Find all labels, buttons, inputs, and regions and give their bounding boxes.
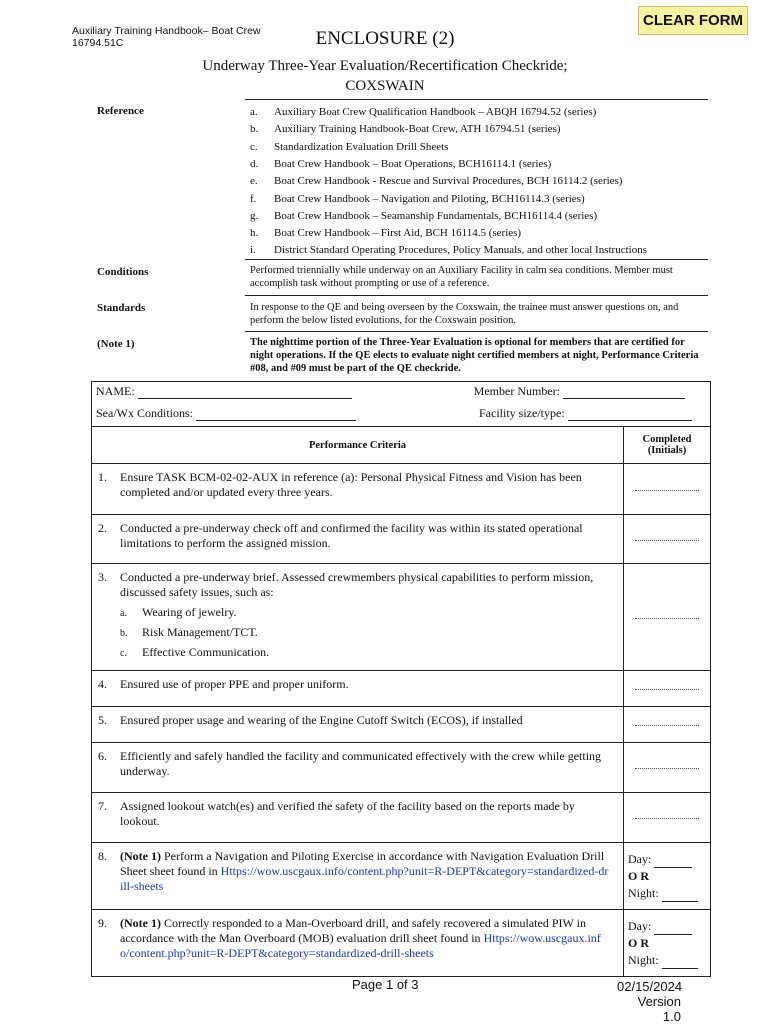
sea-wx-label: Sea/Wx Conditions: xyxy=(96,406,193,420)
reference-item-text: District Standard Operating Procedures, Policy Manuals, and other local Instructions xyxy=(274,244,647,257)
subitem-text: Risk Management/TCT. xyxy=(142,625,258,639)
day-label-row xyxy=(628,851,706,868)
member-number-label: Member Number: xyxy=(473,384,560,398)
enclosure-title: ENCLOSURE (2) xyxy=(315,28,455,49)
criteria-text-cell xyxy=(92,564,624,671)
criteria-text: Conducted a pre-underway brief. Assessed crewmembers physical capabilities to perform mission, discussed safety issues, such as: xyxy=(120,570,594,599)
reference-item-letter: e. xyxy=(250,175,258,188)
reference-item xyxy=(250,244,647,256)
criteria-row xyxy=(92,910,711,977)
handbook-title: Auxiliary Training Handbook– Boat Crew xyxy=(72,25,261,37)
criteria-text: Conducted a pre-underway check off and confirmed the facility was within its stated operational limitations to perform the assigned mission. xyxy=(120,521,583,550)
criteria-body xyxy=(120,521,610,551)
criteria-subitem xyxy=(120,643,610,663)
form-row-conditions xyxy=(92,404,711,427)
initials-field[interactable] xyxy=(635,715,699,726)
criteria-row xyxy=(92,843,711,910)
performance-criteria-header: Performance Criteria xyxy=(92,427,624,464)
reference-item-letter: c. xyxy=(250,140,258,153)
reference-item-text: Auxiliary Training Handbook-Boat Crew, ATH 16794.51 (series) xyxy=(274,123,561,136)
criteria-number: 8. xyxy=(98,849,107,863)
criteria-body xyxy=(120,916,610,961)
note-label: (Note 1) xyxy=(97,338,135,350)
criteria-number: 4. xyxy=(98,677,107,691)
reference-item-text: Boat Crew Handbook – Boat Operations, BCH16114.1 (series) xyxy=(274,157,552,170)
day-label: Day: xyxy=(628,918,652,933)
completed-header-line-2: (Initials) xyxy=(647,445,687,456)
criteria-text: Correctly responded to a Man-Overboard drill, and safely recovered a simulated PIW in accordance with the Man Overboard (MOB) evaluation drill sheet found in xyxy=(120,916,586,945)
or-label: O R xyxy=(628,868,649,883)
criteria-text-cell xyxy=(92,793,624,843)
reference-item-text: Boat Crew Handbook - Rescue and Survival Procedures, BCH 16114.2 (series) xyxy=(274,175,623,188)
reference-label: Reference xyxy=(97,105,144,117)
criteria-note-ref: (Note 1) xyxy=(120,916,161,930)
criteria-text: Ensured use of proper PPE and proper uniform. xyxy=(120,677,349,691)
criteria-number: 3. xyxy=(98,570,107,584)
completed-cell xyxy=(624,671,711,707)
criteria-text-cell xyxy=(92,910,624,977)
subitem-text: Wearing of jewelry. xyxy=(142,605,237,619)
facility-label: Facility size/type: xyxy=(479,406,565,420)
criteria-header-row xyxy=(92,427,711,464)
or-label: O R xyxy=(628,935,649,950)
footer-date: 02/15/2024 xyxy=(617,979,683,994)
criteria-body xyxy=(120,849,610,894)
footer-version: Version 1.0 xyxy=(637,994,681,1024)
reference-item-letter: g. xyxy=(250,209,259,222)
criteria-text: Ensured proper usage and wearing of the Engine Cutoff Switch (ECOS), if installed xyxy=(120,713,523,727)
night-label: Night: xyxy=(628,885,659,900)
criteria-number: 6. xyxy=(98,749,107,763)
reference-item xyxy=(250,106,596,118)
criteria-number: 7. xyxy=(98,799,107,813)
criteria-note-ref: (Note 1) xyxy=(120,849,161,863)
criteria-text-cell xyxy=(92,707,624,743)
criteria-row xyxy=(92,564,711,671)
completed-header-line-1: Completed xyxy=(642,434,692,445)
completed-cell xyxy=(624,743,711,793)
reference-item-text: Boat Crew Handbook – Navigation and Piloting, BCH16114.3 (series) xyxy=(274,192,585,205)
reference-item-text: Auxiliary Boat Crew Qualification Handbook – ABQH 16794.52 (series) xyxy=(274,106,597,118)
night-label: Night: xyxy=(628,952,659,967)
criteria-text-cell xyxy=(92,515,624,564)
sea-wx-field[interactable] xyxy=(196,408,356,421)
criteria-row xyxy=(92,464,711,515)
criteria-row xyxy=(92,743,711,793)
criteria-row xyxy=(92,515,711,564)
conditions-text: Performed triennially while underway on an Auxiliary Facility in calm sea conditions. Member must accomplish task without prompting or use of a reference. xyxy=(250,265,673,289)
handbook-number: 16794.51C xyxy=(72,37,124,49)
criteria-text-cell xyxy=(92,464,624,515)
criteria-text-cell xyxy=(92,743,624,793)
initials-field[interactable] xyxy=(635,608,699,619)
night-initials-field[interactable] xyxy=(662,889,698,902)
subitem-text: Effective Communication. xyxy=(142,645,270,659)
divider xyxy=(245,259,708,260)
standards-text: In response to the QE and being overseen by the Coxswain, the trainee must answer questions on, and perform the below listed evolutions, for the Coxswain position. xyxy=(250,302,679,326)
completed-header xyxy=(624,427,711,464)
completed-cell xyxy=(624,910,711,977)
reference-item-text: Standardization Evaluation Drill Sheets xyxy=(274,140,449,153)
day-label-row xyxy=(628,918,706,935)
criteria-text: Efficiently and safely handled the facility and communicated effectively with the crew while getting underway. xyxy=(120,749,602,778)
criteria-text-cell xyxy=(92,843,624,910)
criteria-row xyxy=(92,671,711,707)
divider xyxy=(245,331,708,332)
clear-form-button[interactable]: CLEAR FORM xyxy=(638,6,748,35)
reference-item-letter: d. xyxy=(250,157,259,170)
document-title xyxy=(0,56,770,96)
criteria-number: 2. xyxy=(98,521,107,535)
reference-item-text: Boat Crew Handbook – Seamanship Fundamentals, BCH16114.4 (series) xyxy=(274,209,598,222)
criteria-number: 5. xyxy=(98,713,107,727)
drill-sheet-link[interactable]: Https://wow.uscgaux.info/content.php?unit=R-DEPT&category=standardized-drill-sheets xyxy=(120,864,609,893)
criteria-body xyxy=(120,570,610,663)
completed-cell xyxy=(624,464,711,515)
criteria-number: 9. xyxy=(98,916,107,930)
criteria-text: Perform a Navigation and Piloting Exercise in accordance with Navigation Evaluation Drill Sheet sheet found in xyxy=(120,849,605,878)
initials-field[interactable] xyxy=(635,808,699,819)
criteria-body xyxy=(120,470,610,500)
initials-field[interactable] xyxy=(635,480,699,491)
note-text: The nighttime portion of the Three-Year Evaluation is optional for members that are certified for night operations. If the QE elects to evaluate night certified members at night, Performance Criteria #08, and #09 must be part of the QE checkride. xyxy=(250,337,699,374)
criteria-text-cell xyxy=(92,671,624,707)
criteria-row xyxy=(92,793,711,843)
criteria-number: 1. xyxy=(98,470,107,484)
name-label: NAME: xyxy=(96,384,135,398)
initials-field[interactable] xyxy=(635,679,699,690)
reference-item-letter: a. xyxy=(250,106,258,118)
night-initials-field[interactable] xyxy=(662,956,698,969)
drill-sheet-link[interactable]: Https://wow.uscgaux.info/content.php?unit=R-DEPT&category=standardized-drill-sheets xyxy=(120,931,601,960)
subitem-letter: b. xyxy=(120,628,128,639)
initials-field[interactable] xyxy=(635,758,699,769)
completed-cell xyxy=(624,843,711,910)
night-label-row xyxy=(628,885,706,902)
criteria-body xyxy=(120,713,610,728)
divider xyxy=(245,295,708,296)
title-line-1: Underway Three-Year Evaluation/Recertification Checkride; xyxy=(202,58,568,74)
standards-label: Standards xyxy=(97,302,146,314)
criteria-subitem xyxy=(120,623,610,643)
reference-item xyxy=(250,141,448,153)
reference-item xyxy=(250,227,521,239)
or-label-row xyxy=(628,935,706,952)
completed-cell xyxy=(624,515,711,564)
criteria-row xyxy=(92,707,711,743)
day-label: Day: xyxy=(628,851,652,866)
day-initials-field[interactable] xyxy=(654,922,692,935)
reference-item xyxy=(250,123,560,135)
subitem-letter: a. xyxy=(120,608,127,619)
criteria-text: Ensure TASK BCM-02-02-AUX in reference (a): Personal Physical Fitness and Vision has been completed and/or updated every three years. xyxy=(120,470,582,499)
reference-item-letter: h. xyxy=(250,227,259,240)
day-initials-field[interactable] xyxy=(654,855,692,868)
criteria-text: Assigned lookout watch(es) and verified the safety of the facility based on the reports made by lookout. xyxy=(120,799,575,828)
criteria-subitem xyxy=(120,603,610,623)
completed-cell xyxy=(624,793,711,843)
reference-item xyxy=(250,158,551,170)
criteria-body xyxy=(120,677,610,692)
criteria-body xyxy=(120,749,610,779)
name-field[interactable] xyxy=(138,386,352,399)
form-row-name xyxy=(92,382,711,405)
conditions-label: Conditions xyxy=(97,266,149,278)
divider xyxy=(245,99,708,100)
reference-item-letter: f. xyxy=(250,192,257,205)
member-number-field[interactable] xyxy=(563,386,685,399)
night-label-row xyxy=(628,952,706,969)
reference-item xyxy=(250,193,585,205)
criteria-body xyxy=(120,799,610,829)
completed-cell xyxy=(624,564,711,671)
reference-item-text: Boat Crew Handbook – First Aid, BCH 16114.5 (series) xyxy=(274,227,522,240)
facility-field[interactable] xyxy=(568,408,692,421)
page-number: Page 1 of 3 xyxy=(352,977,419,992)
reference-item xyxy=(250,175,622,187)
criteria-table xyxy=(91,381,711,977)
title-line-2: COXSWAIN xyxy=(345,78,425,94)
initials-field[interactable] xyxy=(635,530,699,541)
reference-item-letter: i. xyxy=(250,244,256,257)
reference-item xyxy=(250,210,597,222)
or-label-row xyxy=(628,868,706,885)
reference-item-letter: b. xyxy=(250,123,259,136)
footer-date-version xyxy=(617,979,681,1024)
subitem-letter: c. xyxy=(120,648,127,659)
completed-cell xyxy=(624,707,711,743)
